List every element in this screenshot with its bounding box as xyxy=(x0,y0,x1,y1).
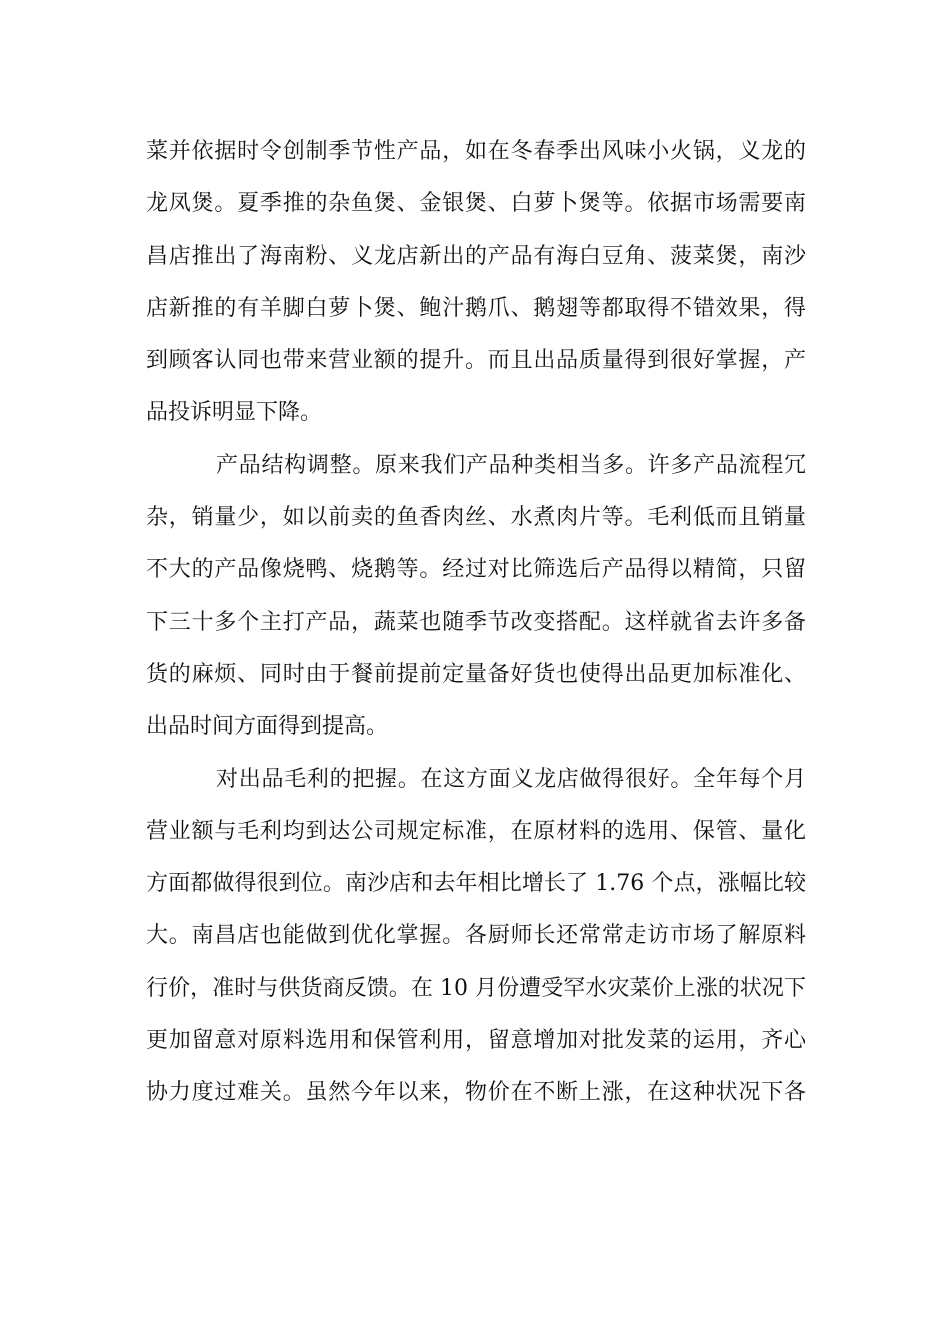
text-line: 货的麻烦、同时由于餐前提前定量备好货也使得出品更加标准化、 xyxy=(146,661,806,687)
paragraph-start-line: 对出品毛利的把握。在这方面义龙店做得很好。全年每个月 xyxy=(216,766,806,792)
text-line: 出品时间方面得到提高。 xyxy=(146,714,389,740)
text-line: 下三十多个主打产品，蔬菜也随季节改变搭配。这样就省去许多备 xyxy=(146,609,806,635)
text-line: 菜并依据时令创制季节性产品，如在冬春季出风味小火锅，义龙的 xyxy=(146,139,806,164)
text-line: 营业额与毛利均到达公司规定标准，在原材料的选用、保管、量化 xyxy=(146,818,806,844)
body-text xyxy=(146,126,806,1120)
paragraph-start-line: 产品结构调整。原来我们产品种类相当多。许多产品流程冗 xyxy=(216,452,806,478)
text-line: 行价，准时与供货商反馈。在 10 月份遭受罕水灾菜价上涨的状况下 xyxy=(146,975,806,1001)
text-line: 昌店推出了海南粉、义龙店新出的产品有海白豆角、菠菜煲，南沙 xyxy=(146,243,806,269)
text-line: 方面都做得很到位。南沙店和去年相比增长了 1.76 个点，涨幅比较 xyxy=(146,871,806,897)
text-line: 大。南昌店也能做到优化掌握。各厨师长还常常走访市场了解原料 xyxy=(146,923,806,949)
text-line: 龙凤煲。夏季推的杂鱼煲、金银煲、白萝卜煲等。依据市场需要南 xyxy=(146,191,806,217)
text-line: 更加留意对原料选用和保管利用，留意增加对批发菜的运用，齐心 xyxy=(146,1028,806,1054)
text-line: 协力度过难关。虽然今年以来，物价在不断上涨，在这种状况下各 xyxy=(146,1080,806,1106)
text-line: 品投诉明显下降。 xyxy=(146,400,323,426)
text-line: 店新推的有羊脚白萝卜煲、鲍汁鹅爪、鹅翅等都取得不错效果，得 xyxy=(146,295,806,321)
text-line: 杂，销量少，如以前卖的鱼香肉丝、水煮肉片等。毛利低而且销量 xyxy=(146,505,806,531)
text-line: 到顾客认同也带来营业额的提升。而且出品质量得到很好掌握，产 xyxy=(146,348,806,374)
text-line: 不大的产品像烧鸭、烧鹅等。经过对比筛选后产品得以精简，只留 xyxy=(146,557,806,583)
